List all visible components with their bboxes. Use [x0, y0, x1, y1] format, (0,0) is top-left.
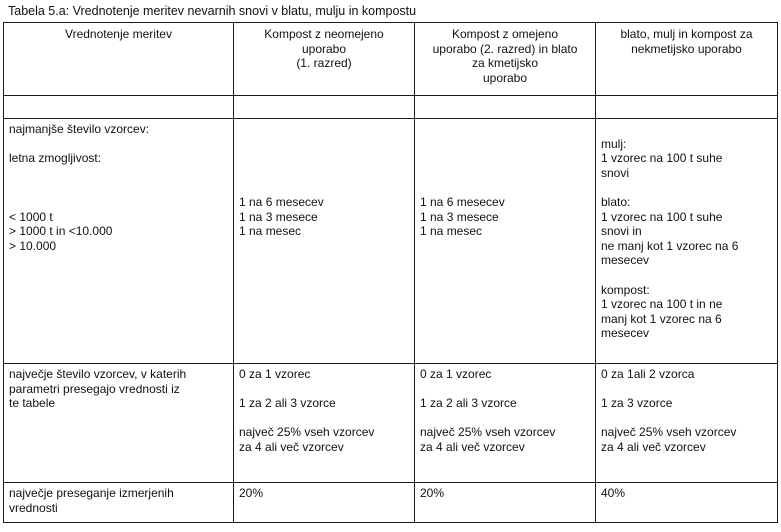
header-evaluation: Vrednotenje meritev [4, 23, 234, 96]
rule-three-samples: 1 za 3 vzorce [601, 396, 673, 411]
rule-four-plus-samples: največ 25% vseh vzorcev za 4 ali več vzorcev [601, 425, 737, 454]
cell-min-samples-class2 [415, 119, 596, 364]
rule-one-two-samples: 0 za 1ali 2 vzorca [601, 367, 695, 381]
cell-min-samples-label [4, 119, 234, 364]
empty-cell [415, 96, 596, 119]
table-row-blank [4, 96, 778, 119]
mulj-sampling: mulj: 1 vzorec na 100 t suhe snovi [601, 136, 723, 180]
rule-two-three-samples: 1 za 2 ali 3 vzorce [239, 396, 336, 411]
empty-cell [596, 96, 778, 119]
cell-max-exceedance-class2: 20% [415, 483, 596, 523]
sampling-frequency-class1: 1 na 6 mesecev 1 na 3 mesece 1 na mesec [239, 194, 324, 239]
header-compost-class-2: Kompost z omejeno uporabo (2. razred) in blato za kmetijsko uporabo [415, 23, 596, 96]
cell-max-exceeding-nonagri [596, 364, 778, 483]
sampling-frequency-class2: 1 na 6 mesecev 1 na 3 mesece 1 na mesec [420, 194, 505, 239]
header-non-agricultural: blato, mulj in kompost za nekmetijsko uporabo [596, 23, 778, 96]
cell-max-exceeding-class1 [234, 364, 415, 483]
table-caption: Tabela 5.a: Vrednotenje meritev nevarnih snovi v blatu, mulju in kompostu [8, 4, 417, 18]
cell-max-exceedance-nonagri: 40% [596, 483, 778, 523]
rule-one-sample: 0 za 1 vzorec [239, 367, 311, 381]
cell-min-samples-class1 [234, 119, 415, 364]
evaluation-table [3, 22, 778, 523]
blato-sampling: blato: 1 vzorec na 100 t suhe snovi in ne manj kot 1 vzorec na 6 mesecev [601, 194, 739, 268]
annual-capacity-label: letna zmogljivost: [9, 151, 102, 166]
cell-min-samples-nonagri [596, 119, 778, 364]
empty-cell [234, 96, 415, 119]
empty-cell [4, 96, 234, 119]
cell-max-exceeding-label: največje število vzorcev, v katerih parametri presegajo vrednosti iz te tabele [4, 364, 234, 483]
capacity-ranges: < 1000 t > 1000 t in <10.000 > 10.000 [9, 209, 113, 253]
table-header-row [4, 23, 778, 96]
table-row-min-samples [4, 119, 778, 364]
header-compost-class-1: Kompost z neomejeno uporabo (1. razred) [234, 23, 415, 96]
cell-max-exceeding-class2 [415, 364, 596, 483]
table-row-max-exceeding-samples [4, 364, 778, 483]
rule-one-sample: 0 za 1 vzorec [420, 367, 492, 381]
rule-two-three-samples: 1 za 2 ali 3 vzorce [420, 396, 517, 411]
cell-max-exceedance-label: največje preseganje izmerjenih vrednosti [4, 483, 234, 523]
table-row-max-exceedance [4, 483, 778, 523]
min-samples-title: najmanjše število vzorcev: [9, 122, 150, 136]
kompost-sampling: kompost: 1 vzorec na 100 t in ne manj kot 1 vzorec na 6 mesecev [601, 282, 723, 341]
rule-four-plus-samples: največ 25% vseh vzorcev za 4 ali več vzorcev [239, 425, 375, 454]
rule-four-plus-samples: največ 25% vseh vzorcev za 4 ali več vzorcev [420, 425, 556, 454]
cell-max-exceedance-class1: 20% [234, 483, 415, 523]
